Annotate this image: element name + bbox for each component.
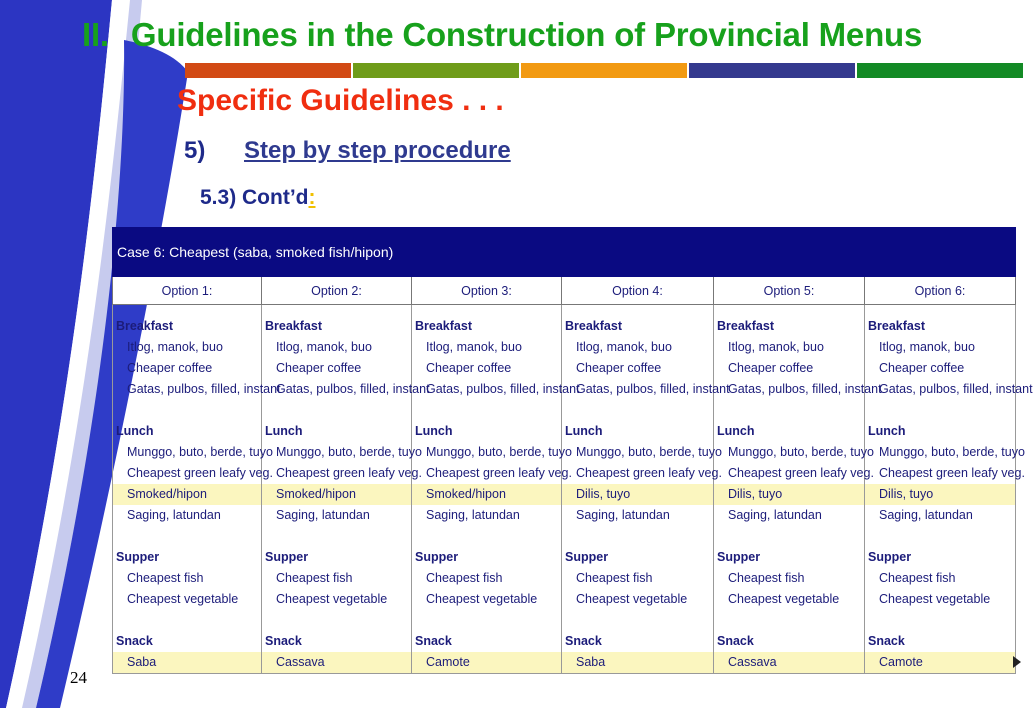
lunch-heading: Lunch xyxy=(116,424,154,438)
menu-options-table xyxy=(112,227,1033,674)
continued-text: 5.3) Cont’d xyxy=(200,186,309,209)
lunch-item: Cheapest green leafy veg. xyxy=(426,466,572,480)
color-bar-segment xyxy=(521,63,689,78)
option-header: Option 2: xyxy=(262,277,412,305)
breakfast-item: Gatas, pulbos, filled, instant xyxy=(426,382,580,396)
option-column xyxy=(113,305,281,674)
lunch-item: Munggo, buto, berde, tuyo xyxy=(879,445,1025,459)
color-bar-segment xyxy=(185,63,353,78)
supper-heading: Supper xyxy=(116,550,160,564)
breakfast-item: Itlog, manok, buo xyxy=(127,340,223,354)
snack-item: Saba xyxy=(562,652,713,673)
supper-item: Cheapest vegetable xyxy=(127,592,239,606)
breakfast-item: Itlog, manok, buo xyxy=(879,340,975,354)
option-header-row xyxy=(113,277,1016,305)
option-header: Option 1: xyxy=(113,277,262,305)
breakfast-item: Gatas, pulbos, filled, instant xyxy=(276,382,430,396)
lunch-item: Munggo, buto, berde, tuyo xyxy=(276,445,422,459)
supper-item: Cheapest fish xyxy=(127,571,204,585)
breakfast-item: Itlog, manok, buo xyxy=(426,340,522,354)
step-text: Step by step procedure xyxy=(244,137,511,164)
breakfast-item: Cheaper coffee xyxy=(576,361,662,375)
lunch-item: Munggo, buto, berde, tuyo xyxy=(127,445,273,459)
lunch-item: Saging, latundan xyxy=(728,508,822,522)
breakfast-item: Itlog, manok, buo xyxy=(576,340,672,354)
lunch-item: Dilis, tuyo xyxy=(562,484,713,505)
step-number: 5) xyxy=(184,137,206,164)
snack-item: Saba xyxy=(113,652,261,673)
lunch-item: Dilis, tuyo xyxy=(865,484,1015,505)
option-column xyxy=(562,305,730,674)
supper-item: Cheapest fish xyxy=(879,571,956,585)
lunch-item: Munggo, buto, berde, tuyo xyxy=(576,445,722,459)
option-column xyxy=(412,305,580,674)
option-column xyxy=(714,305,882,674)
supper-heading: Supper xyxy=(717,550,761,564)
supper-heading: Supper xyxy=(415,550,459,564)
supper-heading: Supper xyxy=(265,550,309,564)
lunch-item: Saging, latundan xyxy=(276,508,370,522)
breakfast-item: Gatas, pulbos, filled, instant xyxy=(576,382,730,396)
lunch-item: Cheapest green leafy veg. xyxy=(276,466,422,480)
page-number: 24 xyxy=(70,668,87,687)
supper-item: Cheapest vegetable xyxy=(576,592,688,606)
slide-subtitle: Specific Guidelines . . . xyxy=(177,84,504,117)
supper-heading: Supper xyxy=(868,550,912,564)
supper-heading: Supper xyxy=(565,550,609,564)
supper-item: Cheapest fish xyxy=(576,571,653,585)
lunch-item: Dilis, tuyo xyxy=(714,484,864,505)
continued-label xyxy=(200,186,316,210)
lunch-item: Cheapest green leafy veg. xyxy=(728,466,874,480)
lunch-item: Munggo, buto, berde, tuyo xyxy=(426,445,572,459)
color-bar-segment xyxy=(689,63,857,78)
lunch-item: Saging, latundan xyxy=(127,508,221,522)
breakfast-item: Gatas, pulbos, filled, instant xyxy=(879,382,1033,396)
lunch-item: Cheapest green leafy veg. xyxy=(879,466,1025,480)
slide-title xyxy=(82,16,922,54)
supper-item: Cheapest fish xyxy=(426,571,503,585)
lunch-item: Cheapest green leafy veg. xyxy=(127,466,273,480)
option-header: Option 4: xyxy=(562,277,714,305)
breakfast-item: Gatas, pulbos, filled, instant xyxy=(127,382,281,396)
next-slide-arrow-icon[interactable] xyxy=(1013,656,1021,668)
lunch-item: Saging, latundan xyxy=(576,508,670,522)
snack-item: Cassava xyxy=(262,652,411,673)
supper-item: Cheapest vegetable xyxy=(276,592,388,606)
option-body-row xyxy=(113,305,1016,674)
breakfast-item: Cheaper coffee xyxy=(728,361,814,375)
lunch-heading: Lunch xyxy=(265,424,303,438)
snack-heading: Snack xyxy=(116,634,153,648)
breakfast-heading: Breakfast xyxy=(565,319,622,333)
supper-item: Cheapest fish xyxy=(728,571,805,585)
lunch-item: Saging, latundan xyxy=(879,508,973,522)
lunch-heading: Lunch xyxy=(717,424,755,438)
supper-item: Cheapest vegetable xyxy=(426,592,538,606)
color-bar-segment xyxy=(857,63,1023,78)
case-title: Case 6: Cheapest (saba, smoked fish/hipon) xyxy=(113,228,1016,277)
breakfast-item: Cheaper coffee xyxy=(879,361,965,375)
breakfast-heading: Breakfast xyxy=(717,319,774,333)
supper-item: Cheapest fish xyxy=(276,571,353,585)
option-header: Option 6: xyxy=(865,277,1016,305)
snack-heading: Snack xyxy=(565,634,602,648)
snack-heading: Snack xyxy=(265,634,302,648)
snack-item: Cassava xyxy=(714,652,864,673)
title-color-bar xyxy=(185,63,1023,78)
breakfast-item: Gatas, pulbos, filled, instant xyxy=(728,382,882,396)
slide-title-text: Guidelines in the Construction of Provincial Menus xyxy=(130,16,923,53)
breakfast-item: Cheaper coffee xyxy=(426,361,512,375)
option-column xyxy=(865,305,1033,674)
supper-item: Cheapest vegetable xyxy=(879,592,991,606)
color-bar-segment xyxy=(353,63,521,78)
lunch-item: Saging, latundan xyxy=(426,508,520,522)
snack-heading: Snack xyxy=(717,634,754,648)
step-heading xyxy=(184,137,511,165)
supper-item: Cheapest vegetable xyxy=(728,592,840,606)
breakfast-heading: Breakfast xyxy=(116,319,173,333)
lunch-item: Cheapest green leafy veg. xyxy=(576,466,722,480)
breakfast-item: Itlog, manok, buo xyxy=(276,340,372,354)
snack-heading: Snack xyxy=(868,634,905,648)
breakfast-item: Itlog, manok, buo xyxy=(728,340,824,354)
case-header-row xyxy=(113,228,1016,277)
lunch-item: Munggo, buto, berde, tuyo xyxy=(728,445,874,459)
breakfast-item: Cheaper coffee xyxy=(276,361,362,375)
breakfast-heading: Breakfast xyxy=(868,319,925,333)
option-column xyxy=(262,305,430,674)
breakfast-heading: Breakfast xyxy=(415,319,472,333)
snack-item: Camote xyxy=(412,652,561,673)
lunch-heading: Lunch xyxy=(868,424,906,438)
lunch-heading: Lunch xyxy=(415,424,453,438)
continued-colon: : xyxy=(308,186,316,209)
slide-title-number: II. xyxy=(82,16,109,53)
lunch-item: Smoked/hipon xyxy=(262,484,411,505)
lunch-heading: Lunch xyxy=(565,424,603,438)
lunch-item: Smoked/hipon xyxy=(412,484,561,505)
snack-heading: Snack xyxy=(415,634,452,648)
breakfast-heading: Breakfast xyxy=(265,319,322,333)
snack-item: Camote xyxy=(865,652,1015,673)
option-header: Option 3: xyxy=(412,277,562,305)
lunch-item: Smoked/hipon xyxy=(113,484,261,505)
breakfast-item: Cheaper coffee xyxy=(127,361,213,375)
option-header: Option 5: xyxy=(714,277,865,305)
